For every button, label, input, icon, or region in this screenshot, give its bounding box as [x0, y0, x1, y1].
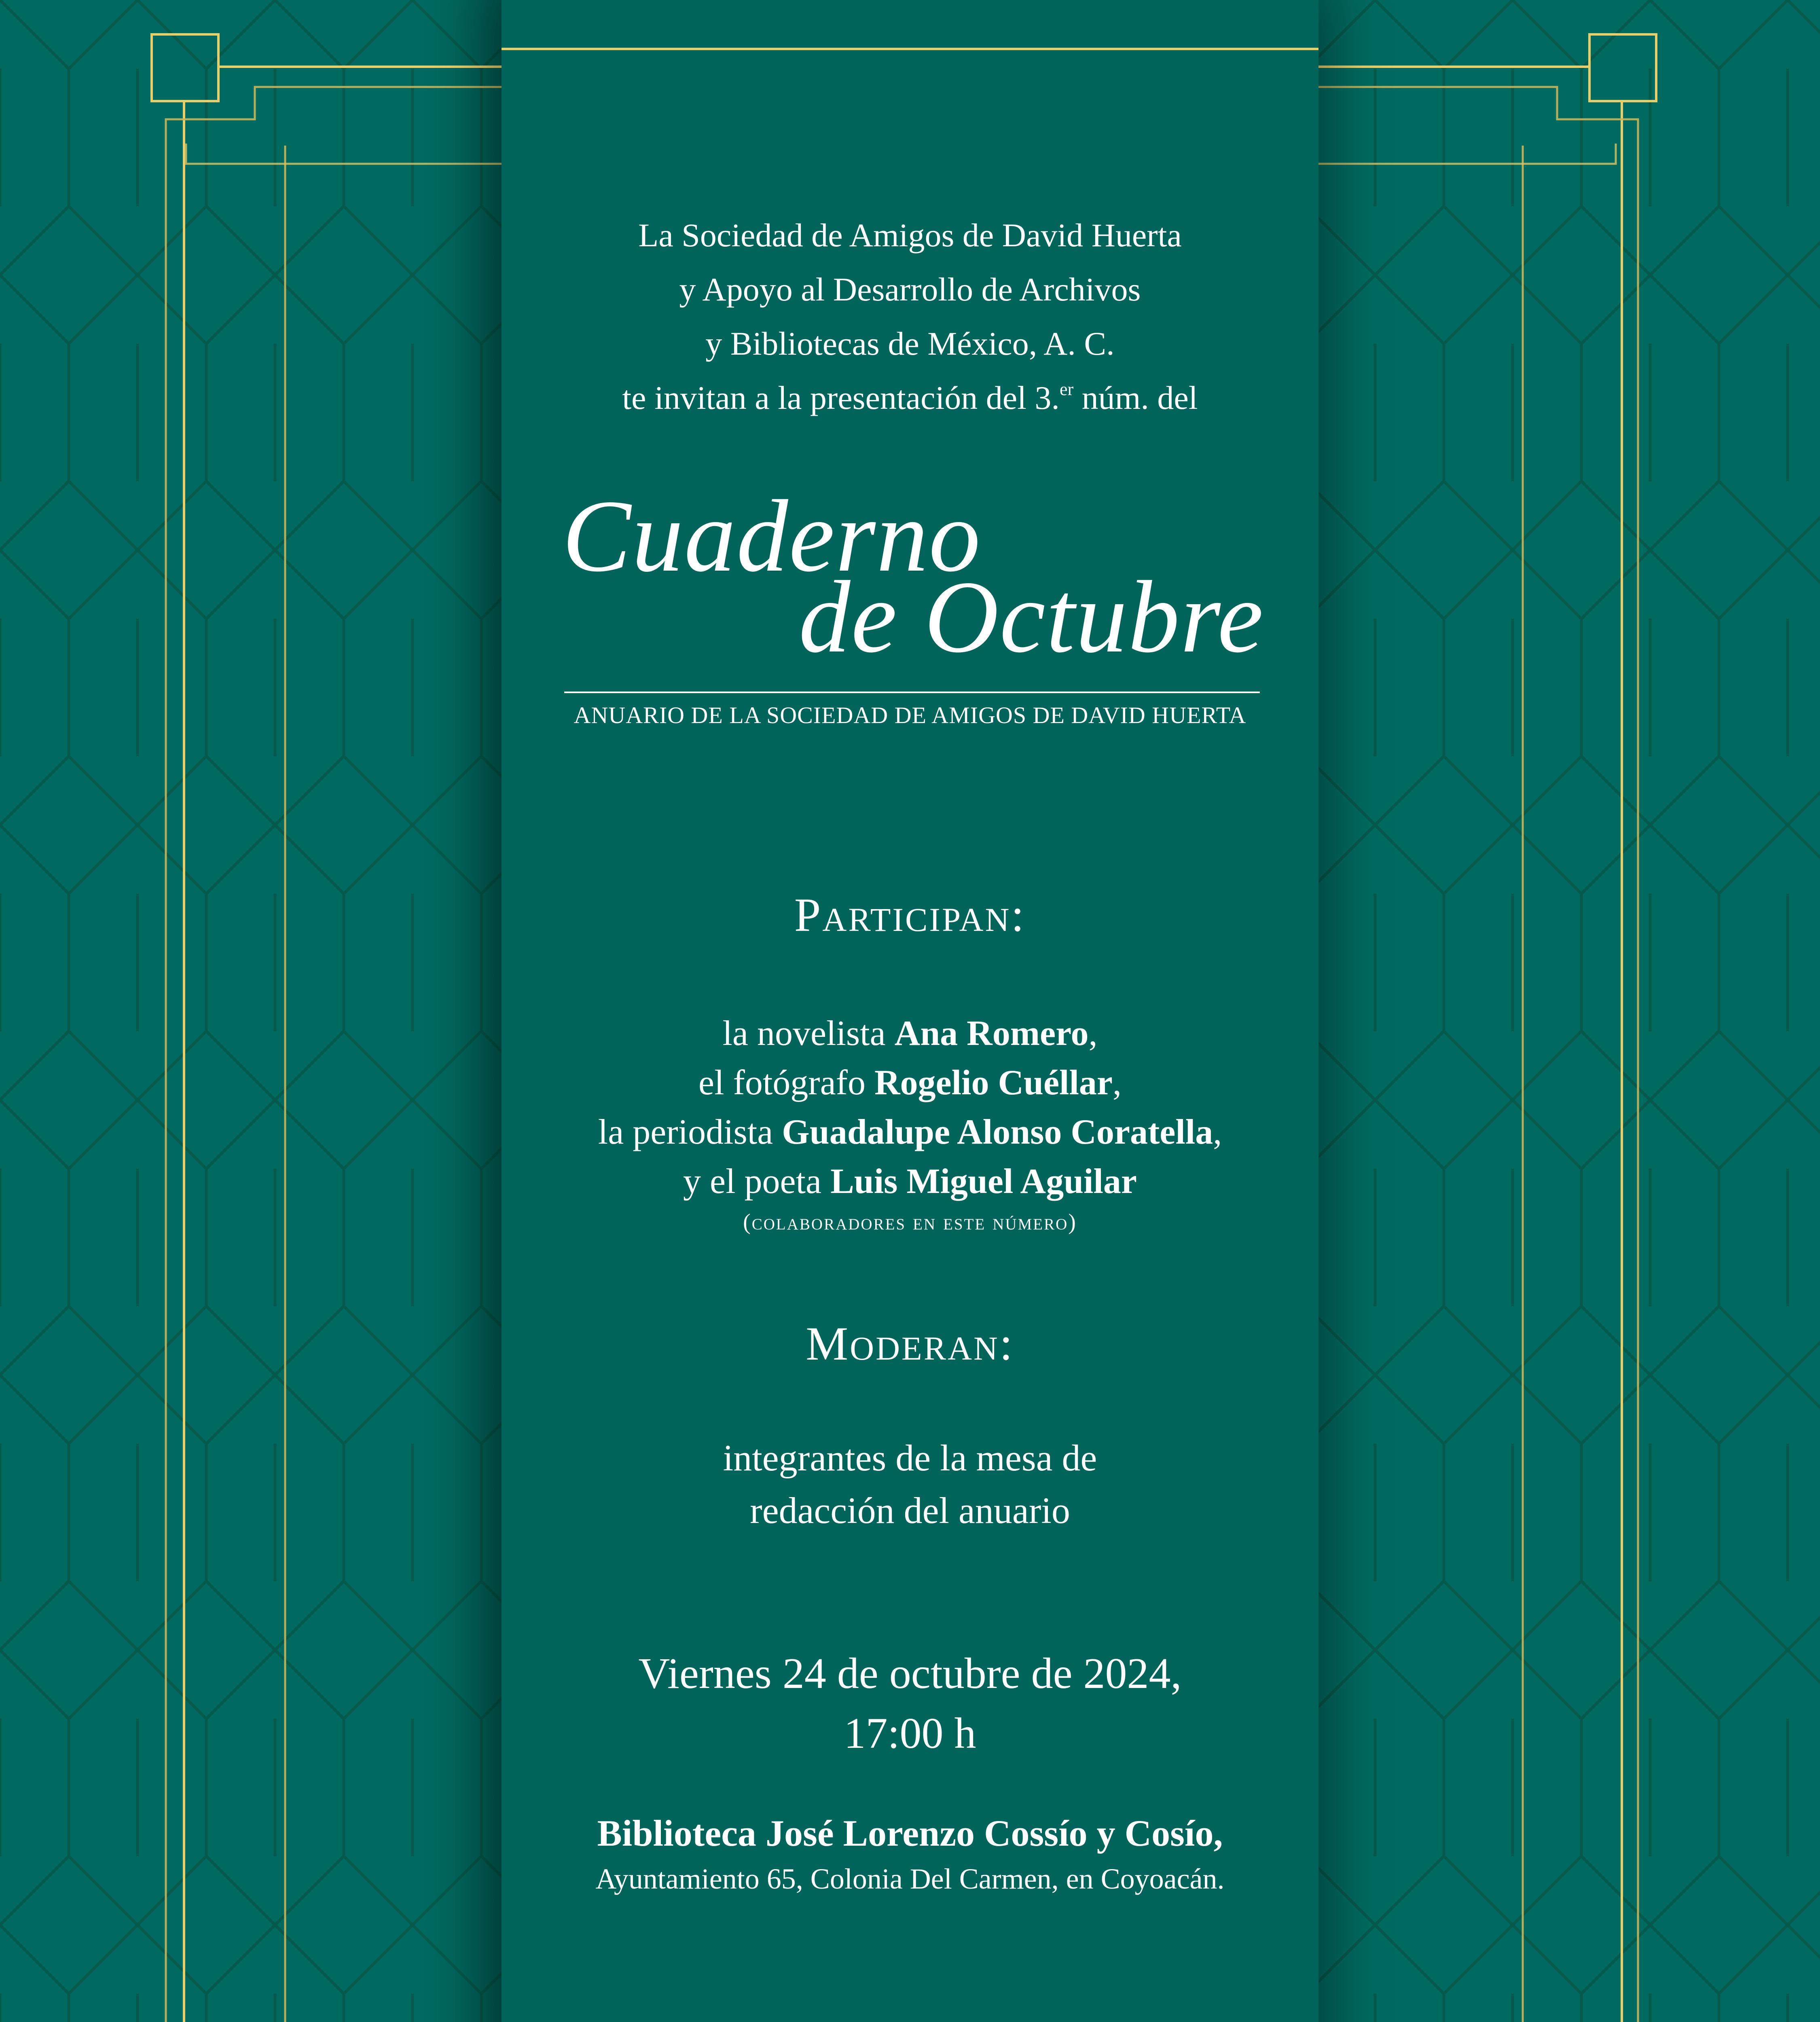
logo-line-2: de Octubre [799, 560, 1264, 674]
venue-address: Ayuntamiento 65, Colonia Del Carmen, en Coyoacán. [595, 1863, 1225, 1895]
logo-divider [564, 692, 1260, 693]
invitation-content [502, 0, 1318, 2022]
logo-line-1: Cuaderno [562, 479, 981, 593]
participant-suffix: , [1213, 1113, 1222, 1152]
cuaderno-de-octubre-logo [502, 477, 1318, 674]
venue-name: Biblioteca José Lorenzo Cossío y Cosío, [597, 1813, 1223, 1854]
logo-subtitle: ANUARIO DE LA SOCIEDAD DE AMIGOS DE DAVID HUERTA [574, 702, 1246, 728]
intro-line-4 [502, 371, 1318, 425]
participant-suffix: , [1088, 1014, 1098, 1053]
intro-text [502, 208, 1318, 425]
participant-row [502, 1058, 1318, 1108]
participant-role: la periodista [598, 1113, 782, 1152]
event-date: Viernes 24 de octubre de 2024, [638, 1650, 1182, 1698]
intro-line-2: y Apoyo al Desarrollo de Archivos [679, 271, 1141, 308]
participant-suffix: , [1112, 1063, 1122, 1102]
moderators-line-2: redacción del anuario [750, 1490, 1070, 1531]
participant-row [502, 1009, 1318, 1058]
intro-line-1: La Sociedad de Amigos de David Huerta [638, 217, 1182, 254]
participants-heading: Participan: [794, 888, 1026, 941]
participant-name: Rogelio Cuéllar [874, 1063, 1113, 1102]
participants-list [502, 1009, 1318, 1206]
participant-name: Ana Romero [894, 1014, 1089, 1053]
moderators-heading: Moderan: [806, 1317, 1014, 1370]
participant-name: Luis Miguel Aguilar [830, 1162, 1137, 1201]
participant-role: el fotógrafo [698, 1063, 874, 1102]
intro-line-4-sup: er [1059, 379, 1074, 399]
participants-note: (colaboradores en este número) [743, 1210, 1077, 1235]
event-time: 17:00 h [844, 1709, 976, 1758]
participant-role: la novelista [722, 1014, 895, 1053]
participant-row [502, 1108, 1318, 1157]
moderators-line-1: integrantes de la mesa de [723, 1437, 1097, 1478]
participant-name: Guadalupe Alonso Coratella [782, 1113, 1213, 1152]
intro-line-4-pre: te invitan a la presentación del 3. [622, 379, 1060, 416]
intro-line-3: y Bibliotecas de México, A. C. [705, 325, 1115, 362]
participant-role: y el poeta [683, 1162, 831, 1201]
intro-line-4-post: núm. del [1073, 379, 1198, 416]
moderators-text [502, 1432, 1318, 1537]
participant-row [502, 1157, 1318, 1206]
event-datetime [502, 1644, 1318, 1764]
